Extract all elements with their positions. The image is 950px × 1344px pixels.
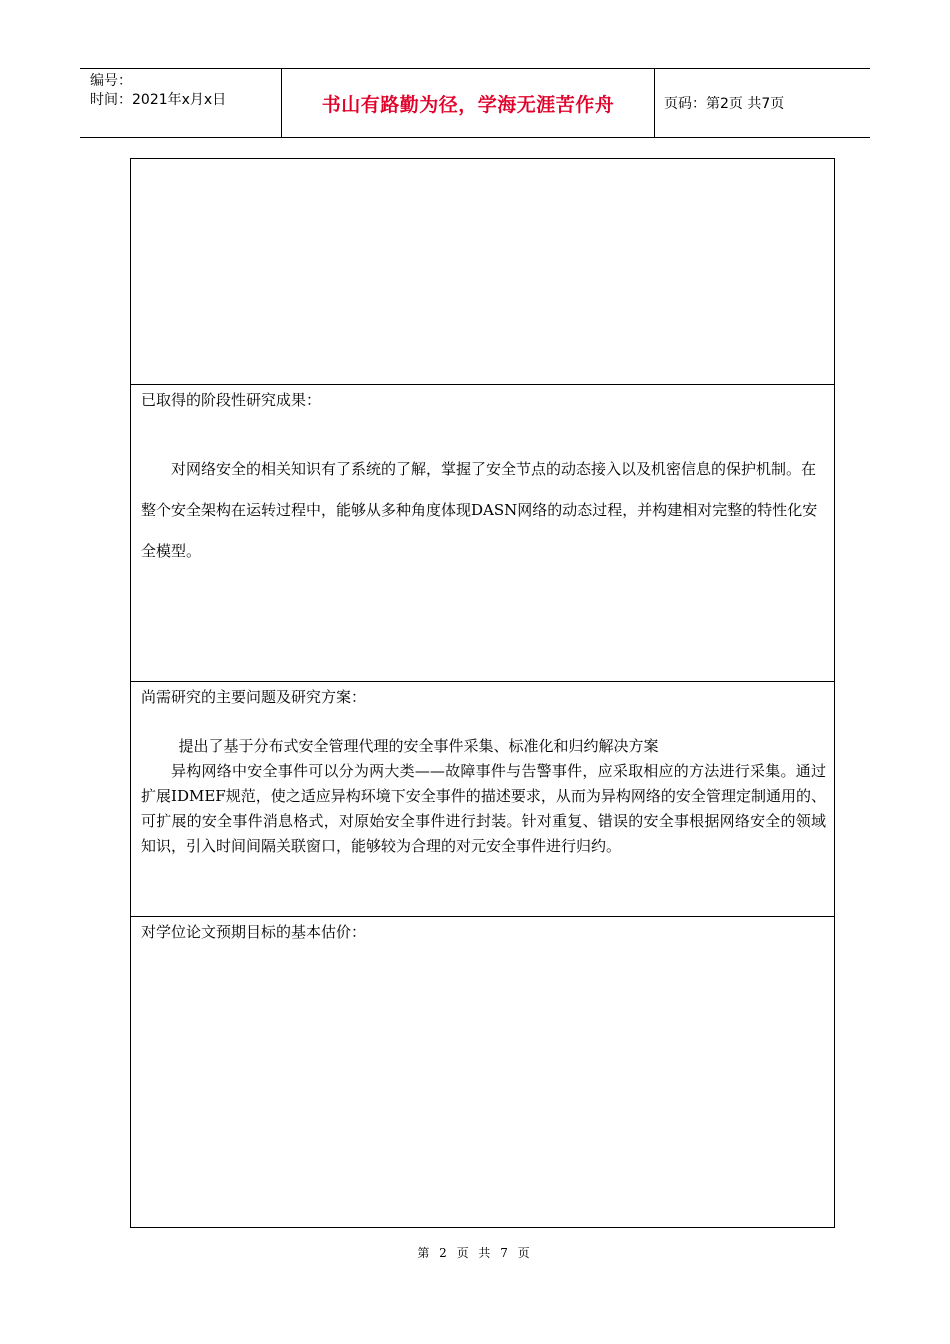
achievements-section [131,385,834,682]
blank-section-top [131,159,834,385]
header-motto: 书山有路勤为径，学海无涯苦作舟 [282,69,655,137]
pending-research-section [131,682,834,917]
evaluation-section [131,917,834,1227]
date-label: 时间：2021年x月x日 [90,92,227,108]
report-form-table [130,158,835,1228]
achievements-body: 对网络安全的相关知识有了系统的了解，掌握了安全节点的动态接入以及机密信息的保护机制。在整个安全架构在运转过程中，能够从多种角度体现DASN网络的动态过程，并构建相对完整的特性化安全模型。 [141,460,818,560]
pending-research-heading: 提出了基于分布式安全管理代理的安全事件采集、标准化和归约解决方案 [178,737,659,755]
page-footer: 第 2 页 共 7 页 [417,1246,533,1260]
page-header [80,68,870,138]
header-page-info: 页码：第2页 共7页 [664,96,785,112]
header-meta-cell [80,69,282,137]
pending-research-title: 尚需研究的主要问题及研究方案： [141,688,367,706]
achievements-title: 已取得的阶段性研究成果： [141,391,322,409]
pending-research-body: 异构网络中安全事件可以分为两大类——故障事件与告警事件，应采取相应的方法进行采集。通过扩展IDMEF规范，使之适应异构环境下安全事件的描述要求，从而为异构网络的安全管理定制通用的、可扩展的安全事件消息格式，对原始安全事件进行封装。针对重复、错误的安全事根据网络安全的领域知识，引入时间间隔关联窗口，能够较为合理的对元安全事件进行归约。 [141,762,826,855]
evaluation-title: 对学位论文预期目标的基本估价： [141,923,367,941]
number-label: 编号： [90,73,132,89]
